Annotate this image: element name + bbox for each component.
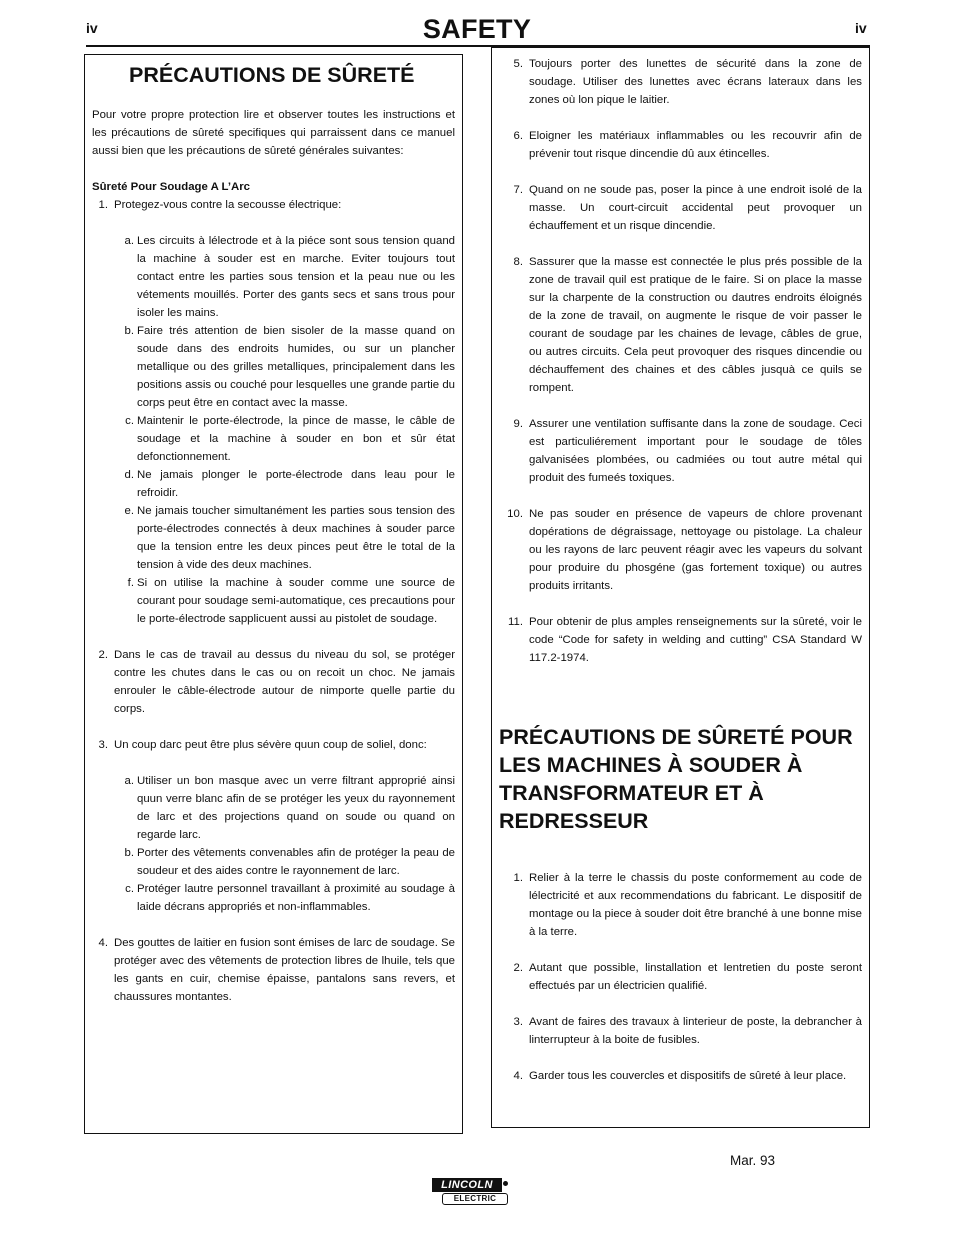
sub-item-letter: a. bbox=[124, 235, 134, 247]
item-number: 1. bbox=[98, 199, 108, 211]
arc-welding-subheading: Sûreté Pour Soudage A L’Arc bbox=[92, 181, 251, 193]
sub-item-text: Maintenir le porte-électrode, la pince de masse, le câble de soudage et la machine à souder en bon et sûr état defonctionnement. bbox=[137, 415, 455, 463]
item-number: 3. bbox=[98, 739, 108, 751]
sub-item-text: Faire trés attention de bien sisoler de la masse quand on soude dans des endroits humides, ou sur un plancher metallique ou des grilles metalliques, principalement dans les positions assis ou couché pour lesquelles une grande partie du corps peut être en contact avec la masse. bbox=[137, 325, 455, 409]
item-number: 5. bbox=[513, 58, 523, 70]
item-text: Avant de faires des travaux à linterieur de poste, la debrancher à linterrupteur à la boite de fusibles. bbox=[529, 1016, 862, 1046]
page-number-left: iv bbox=[86, 20, 98, 36]
list-item bbox=[499, 181, 862, 235]
item-number: 11. bbox=[508, 616, 523, 628]
item-number: 2. bbox=[98, 649, 108, 661]
page-title: SAFETY bbox=[422, 14, 532, 44]
list-item bbox=[92, 196, 455, 214]
item-text: Pour obtenir de plus amples renseignements sur la sûreté, voir le code “Code for safety in welding and cutting” CSA Standard W 117.2-1974. bbox=[529, 616, 862, 664]
transformer-section-title: PRÉCAUTIONS DE SÛRETÉ POUR LES MACHINES À SOUDER À TRANSFORMATEUR ET À REDRESSEUR bbox=[499, 725, 853, 833]
sub-item-letter: a. bbox=[124, 775, 134, 787]
list-item bbox=[499, 869, 862, 941]
list-item bbox=[499, 959, 862, 995]
logo-wordmark-bottom: ELECTRIC bbox=[442, 1193, 508, 1205]
logo-registered-mark bbox=[503, 1181, 508, 1186]
left-safety-box bbox=[84, 54, 463, 1134]
sub-item bbox=[92, 574, 455, 628]
intro-paragraph: Pour votre propre protection lire et observer toutes les instructions et les précautions de sûreté specifiques qui parraissent dans ce manuel aussi bien que les précautions de sûreté générales suivantes: bbox=[92, 109, 455, 157]
item-text: Un coup darc peut être plus sévère quun coup de soliel, donc: bbox=[114, 739, 427, 751]
left-section-title: PRÉCAUTIONS DE SÛRETÉ bbox=[129, 63, 415, 87]
item-text: Quand on ne soude pas, poser la pince à une endroit isolé de la masse. Un court-circuit accidental peut provoquer un échauffement et un risque dincendie. bbox=[529, 184, 862, 232]
list-item bbox=[92, 736, 455, 754]
item-number: 4. bbox=[98, 937, 108, 949]
item-text: Des gouttes de laitier en fusion sont émises de larc de soudage. Se protéger avec des vêtements de protection libres de lhuile, tels que les gants en cuir, chemise épaisse, pantalons sans revers, et chaussures montantes. bbox=[114, 937, 455, 1003]
list-item bbox=[499, 127, 862, 163]
item-text: Eloigner les matériaux inflammables ou les recouvrir afin de prévenir tout risque dincendie dû aux étincelles. bbox=[529, 130, 862, 160]
item-text: Autant que possible, linstallation et lentretien du poste seront effectués par un électricien qualifié. bbox=[529, 962, 862, 992]
sub-item-letter: f. bbox=[127, 577, 134, 589]
item-number: 9. bbox=[513, 418, 523, 430]
sub-item-letter: b. bbox=[124, 847, 134, 859]
sub-item bbox=[92, 844, 455, 880]
list-item bbox=[92, 646, 455, 718]
sub-item-text: Les circuits à lélectrode et à la piéce sont sous tension quand la machine à souder est en marche. Eviter toujours tout contact entre les parties sous tension et la peau nue ou les vétements mouillés. Porter des gants secs et sans trous pour isoler les mains. bbox=[137, 235, 455, 319]
sub-item-text: Ne jamais plonger le porte-électrode dans leau pour le refroidir. bbox=[137, 469, 455, 499]
sub-item-letter: b. bbox=[124, 325, 134, 337]
list-item bbox=[499, 55, 862, 109]
sub-item-letter: c. bbox=[125, 883, 134, 895]
sub-item-text: Ne jamais toucher simultanément les parties sous tension des porte-électrodes connectés à deux machines à souder parce que la tension entre les deux pinces peut être le total de la tension à vide des deux machines. bbox=[137, 505, 455, 571]
revision-date: Mar. 93 bbox=[730, 1153, 776, 1168]
item-text: Relier à la terre le chassis du poste conformement au code de lélectricité et aux recommendations du fabricant. Le dispositif de montage ou la piece à souder doit être branché à une bonne mise à la terre. bbox=[529, 872, 862, 938]
item-number: 6. bbox=[513, 130, 523, 142]
list-item bbox=[499, 253, 862, 397]
page-number-right: iv bbox=[855, 20, 867, 36]
item-text: Toujours porter des lunettes de sécurité dans la zone de soudage. Utiliser des lunettes avec écrans lateraux dans les zones où lon pique le laitier. bbox=[529, 58, 862, 106]
sub-item-letter: c. bbox=[125, 415, 134, 427]
lincoln-electric-logo bbox=[432, 1178, 512, 1208]
sub-item bbox=[92, 772, 455, 844]
item-number: 2. bbox=[513, 962, 523, 974]
sub-item bbox=[92, 880, 455, 916]
item-number: 8. bbox=[513, 256, 523, 268]
list-item bbox=[499, 613, 862, 667]
sub-item-text: Protéger lautre personnel travaillant à proximité au soudage à laide décrans appropriés et non-inflammables. bbox=[137, 883, 455, 913]
sub-item bbox=[92, 502, 455, 574]
item-number: 7. bbox=[513, 184, 523, 196]
list-item bbox=[92, 934, 455, 1006]
item-text: Sassurer que la masse est connectée le plus prés possible de la zone de travail quil est pratique de le faire. Si on place la masse sur la charpente de la construction ou dautres endroits éloignés de la zone de travail, on augmente le risque de voir passer le courant de soudage par les chaines de levage, câbles de grue, ou autres circuits. Cela peut provoquer des risques dincendie ou déchauffement des chaines et des câbles jusquà ce quils se rompent. bbox=[529, 256, 862, 394]
sub-item-letter: e. bbox=[124, 505, 134, 517]
list-item bbox=[499, 1013, 862, 1049]
item-number: 1. bbox=[513, 872, 523, 884]
list-item bbox=[499, 415, 862, 487]
item-text: Ne pas souder en présence de vapeurs de chlore provenant dopérations de dégraissage, nettoyage ou pistolage. La chaleur ou les rayons de larc peuvent réagir avec les vapeurs du solvant pour produire du phosgéne (gas fortement toxique) ou autres produits irritants. bbox=[529, 508, 862, 592]
sub-item bbox=[92, 322, 455, 412]
item-number: 10. bbox=[507, 508, 523, 520]
list-item bbox=[499, 1067, 862, 1085]
item-text: Dans le cas de travail au dessus du niveau du sol, se protéger contre les chutes dans le cas ou on recoit un choc. Ne jamais enrouler le câble-électrode autour de nimporte quelle partie du corps. bbox=[114, 649, 455, 715]
right-safety-box bbox=[491, 47, 870, 1128]
sub-item-text: Utiliser un bon masque avec un verre filtrant approprié ainsi quun verre blanc afin de se protéger les yeux du rayonnement de larc et des projections quand on soude ou quand on regarde larc. bbox=[137, 775, 455, 841]
item-text: Protegez-vous contre la secousse électrique: bbox=[114, 199, 342, 211]
sub-item-text: Si on utilise la machine à souder comme une source de courant pour soudage semi-automatique, ces precautions pour le porte-électrode sapplicuent aussi au pistolet de soudage. bbox=[137, 577, 455, 625]
sub-item-text: Porter des vêtements convenables afin de protéger la peau de soudeur et des aides contre le rayonnement de larc. bbox=[137, 847, 455, 877]
sub-item bbox=[92, 466, 455, 502]
sub-item-letter: d. bbox=[124, 469, 134, 481]
item-text: Assurer une ventilation suffisante dans la zone de soudage. Ceci est particuliérement important pour le soudage de tôles galvanisées plombées, ou cadmiées ou tout autre métal qui produit des fumeés toxiques. bbox=[529, 418, 862, 484]
item-number: 4. bbox=[513, 1070, 523, 1082]
sub-item bbox=[92, 232, 455, 322]
list-item bbox=[499, 505, 862, 595]
sub-item bbox=[92, 412, 455, 466]
item-text: Garder tous les couvercles et dispositifs de sûreté à leur place. bbox=[529, 1070, 847, 1082]
logo-wordmark-top: LINCOLN bbox=[432, 1178, 502, 1192]
item-number: 3. bbox=[513, 1016, 523, 1028]
